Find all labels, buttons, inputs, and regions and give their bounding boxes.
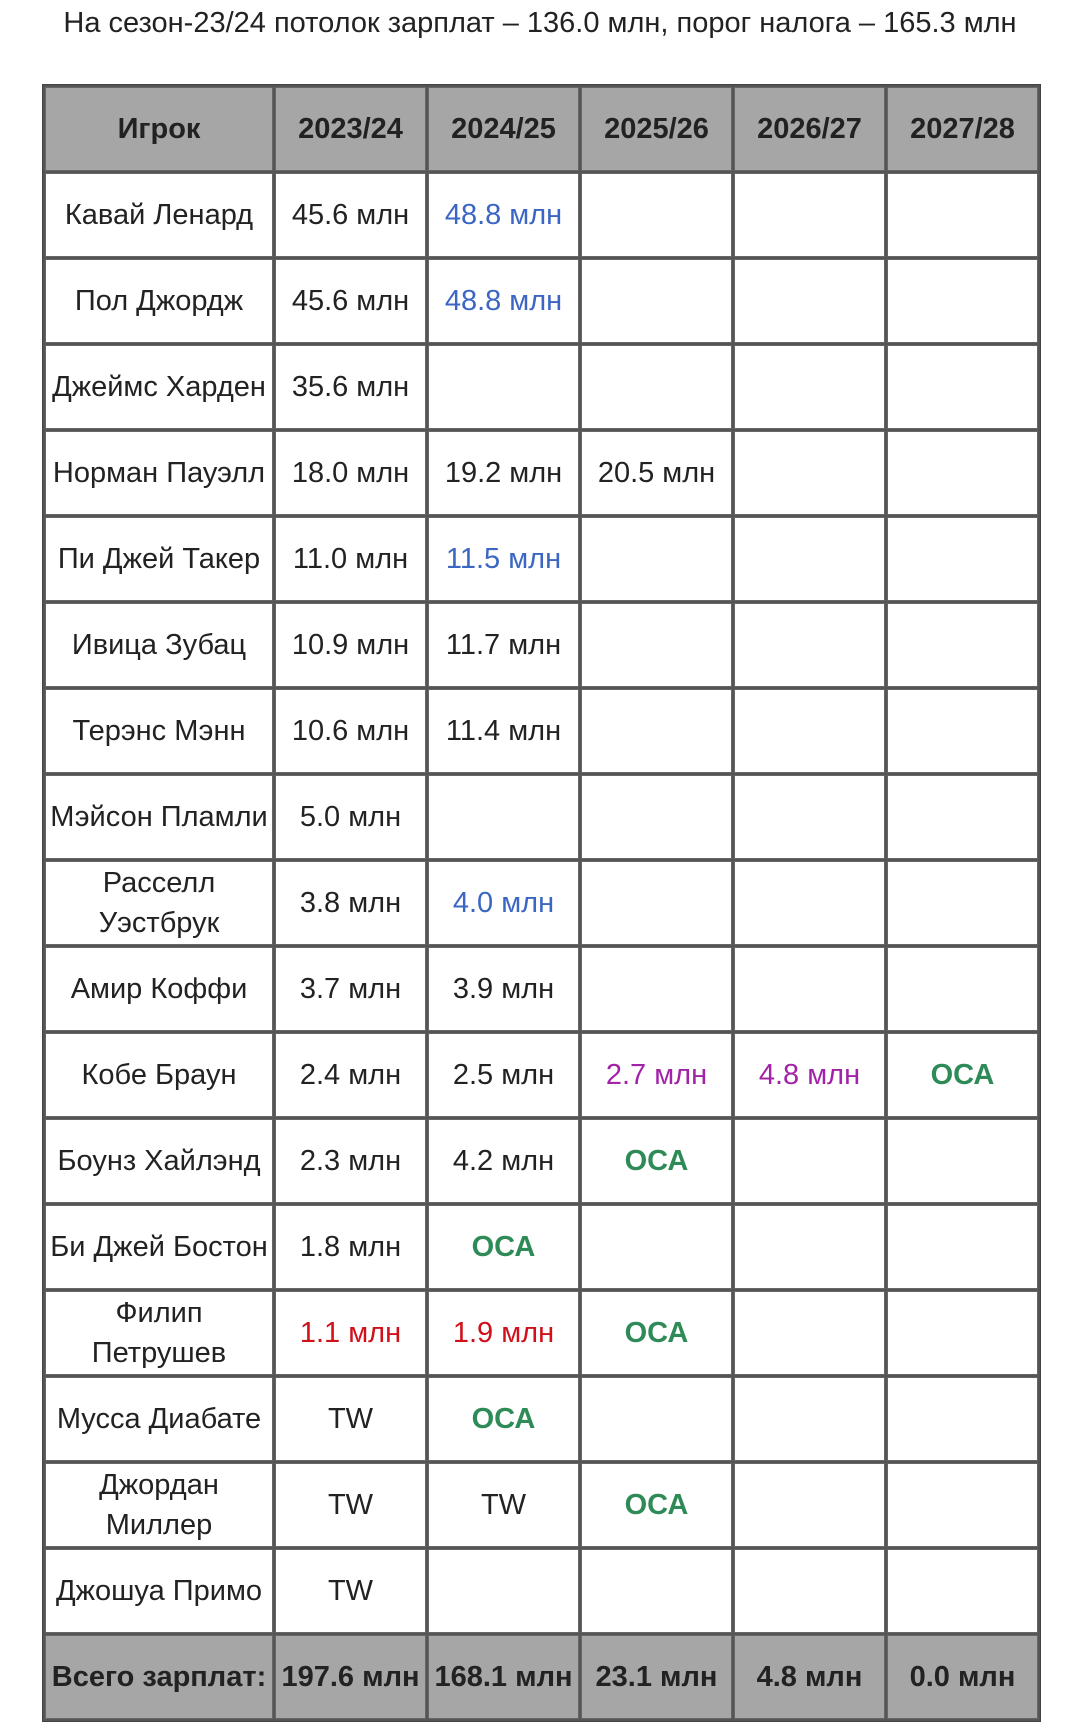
salary-cell: 11.0 млн: [275, 517, 426, 601]
table-row: [45, 1291, 1038, 1375]
table-row: [45, 1119, 1038, 1203]
salary-cell: ОСА: [428, 1205, 579, 1289]
total-value-cell: 23.1 млн: [581, 1635, 732, 1719]
salary-cell: 3.7 млн: [275, 947, 426, 1031]
total-value-cell: 197.6 млн: [275, 1635, 426, 1719]
header-season: 2026/27: [734, 87, 885, 171]
player-name-cell: Джордан Миллер: [45, 1463, 273, 1547]
salary-cell: [581, 345, 732, 429]
salary-cell: 19.2 млн: [428, 431, 579, 515]
table-row: [45, 947, 1038, 1031]
table-row: [45, 173, 1038, 257]
salary-cell: 45.6 млн: [275, 259, 426, 343]
header-season: 2025/26: [581, 87, 732, 171]
player-name-cell: Боунз Хайлэнд: [45, 1119, 273, 1203]
salary-cell: 35.6 млн: [275, 345, 426, 429]
table-row: [45, 861, 1038, 945]
salary-cell: [887, 259, 1038, 343]
salary-cell: [734, 1291, 885, 1375]
salary-cell: [428, 775, 579, 859]
salary-cell: [887, 775, 1038, 859]
salary-cell: [887, 861, 1038, 945]
table-row: [45, 689, 1038, 773]
salary-cell: [734, 1377, 885, 1461]
salary-cell: [887, 1549, 1038, 1633]
salary-cell: 3.9 млн: [428, 947, 579, 1031]
salary-cell: [887, 173, 1038, 257]
player-name-cell: Филип Петрушев: [45, 1291, 273, 1375]
salary-cell: 45.6 млн: [275, 173, 426, 257]
salary-cell: [581, 775, 732, 859]
salary-cell: [581, 947, 732, 1031]
total-value-cell: 4.8 млн: [734, 1635, 885, 1719]
player-name-cell: Джошуа Примо: [45, 1549, 273, 1633]
salary-cell: [887, 345, 1038, 429]
salary-cell: TW: [275, 1463, 426, 1547]
salary-cell: [887, 689, 1038, 773]
salary-cell: [734, 603, 885, 687]
salary-cell: [734, 1549, 885, 1633]
salary-cell: [581, 1205, 732, 1289]
salary-cell: [581, 861, 732, 945]
salary-cell: [734, 173, 885, 257]
total-row: [45, 1635, 1038, 1719]
salary-cell: [887, 1291, 1038, 1375]
total-value-cell: 0.0 млн: [887, 1635, 1038, 1719]
salary-cell: 1.1 млн: [275, 1291, 426, 1375]
player-name-cell: Мусса Диабате: [45, 1377, 273, 1461]
salary-cell: ОСА: [428, 1377, 579, 1461]
salary-cell: [734, 775, 885, 859]
salary-cell: [887, 947, 1038, 1031]
salary-cell: [887, 1377, 1038, 1461]
salary-cell: [887, 603, 1038, 687]
salary-cell: 11.4 млн: [428, 689, 579, 773]
player-name-cell: Амир Коффи: [45, 947, 273, 1031]
table-row: [45, 259, 1038, 343]
salary-cell: 4.8 млн: [734, 1033, 885, 1117]
player-name-cell: Кобе Браун: [45, 1033, 273, 1117]
salary-cell: 1.8 млн: [275, 1205, 426, 1289]
salary-cell: 10.9 млн: [275, 603, 426, 687]
salary-cell: [581, 517, 732, 601]
player-name-cell: Мэйсон Пламли: [45, 775, 273, 859]
table-header-row: [45, 87, 1038, 171]
salary-cell: [887, 1463, 1038, 1547]
salary-cell: [734, 689, 885, 773]
salary-cell: ОСА: [581, 1463, 732, 1547]
header-player: Игрок: [45, 87, 273, 171]
salary-cell: [581, 603, 732, 687]
salary-cell: [581, 173, 732, 257]
salary-cell: ОСА: [581, 1119, 732, 1203]
table-body: [45, 173, 1038, 1719]
salary-cell: 4.0 млн: [428, 861, 579, 945]
salary-cell: TW: [428, 1463, 579, 1547]
salary-cell: [428, 345, 579, 429]
salary-cell: [581, 1377, 732, 1461]
salary-cell: 48.8 млн: [428, 173, 579, 257]
salary-cell: 10.6 млн: [275, 689, 426, 773]
table-row: [45, 1205, 1038, 1289]
salary-cell: [887, 431, 1038, 515]
salary-cell: 18.0 млн: [275, 431, 426, 515]
table-row: [45, 603, 1038, 687]
player-name-cell: Терэнс Мэнн: [45, 689, 273, 773]
salary-cell: [734, 431, 885, 515]
salary-cell: TW: [275, 1549, 426, 1633]
table-row: [45, 775, 1038, 859]
header-season: 2024/25: [428, 87, 579, 171]
salary-cell: 1.9 млн: [428, 1291, 579, 1375]
table-caption: На сезон-23/24 потолок зарплат – 136.0 млн, порог налога – 165.3 млн: [63, 7, 1017, 39]
table-row: [45, 345, 1038, 429]
salary-cell: 11.7 млн: [428, 603, 579, 687]
salary-cell: [887, 517, 1038, 601]
salary-cell: [887, 1119, 1038, 1203]
salary-table: [42, 84, 1041, 1722]
salary-cell: [734, 345, 885, 429]
salary-cell: [581, 1549, 732, 1633]
total-label: Всего зарплат:: [45, 1635, 273, 1719]
table-row: [45, 1377, 1038, 1461]
total-value-cell: 168.1 млн: [428, 1635, 579, 1719]
header-season: 2027/28: [887, 87, 1038, 171]
table-row: [45, 1463, 1038, 1547]
salary-cell: 4.2 млн: [428, 1119, 579, 1203]
salary-cell: [734, 517, 885, 601]
player-name-cell: Ивица Зубац: [45, 603, 273, 687]
player-name-cell: Би Джей Бостон: [45, 1205, 273, 1289]
table-row: [45, 1549, 1038, 1633]
salary-cell: 2.4 млн: [275, 1033, 426, 1117]
salary-cell: [734, 1205, 885, 1289]
player-name-cell: Пи Джей Такер: [45, 517, 273, 601]
salary-cell: 3.8 млн: [275, 861, 426, 945]
player-name-cell: Кавай Ленард: [45, 173, 273, 257]
salary-cell: [734, 1119, 885, 1203]
salary-cell: 11.5 млн: [428, 517, 579, 601]
salary-cell: [734, 947, 885, 1031]
header-season: 2023/24: [275, 87, 426, 171]
player-name-cell: Джеймс Харден: [45, 345, 273, 429]
salary-cell: 20.5 млн: [581, 431, 732, 515]
salary-cell: 2.3 млн: [275, 1119, 426, 1203]
salary-cell: [581, 259, 732, 343]
salary-cell: [734, 861, 885, 945]
salary-cell: 48.8 млн: [428, 259, 579, 343]
salary-cell: [428, 1549, 579, 1633]
player-name-cell: Пол Джордж: [45, 259, 273, 343]
salary-table-container: [42, 84, 1041, 1722]
player-name-cell: Расселл Уэстбрук: [45, 861, 273, 945]
player-name-cell: Норман Пауэлл: [45, 431, 273, 515]
salary-cell: ОСА: [887, 1033, 1038, 1117]
table-row: [45, 517, 1038, 601]
salary-cell: [887, 1205, 1038, 1289]
salary-cell: TW: [275, 1377, 426, 1461]
salary-cell: 5.0 млн: [275, 775, 426, 859]
salary-cell: [734, 1463, 885, 1547]
table-row: [45, 1033, 1038, 1117]
salary-cell: [581, 689, 732, 773]
salary-cell: 2.7 млн: [581, 1033, 732, 1117]
salary-cell: 2.5 млн: [428, 1033, 579, 1117]
table-row: [45, 431, 1038, 515]
salary-cell: ОСА: [581, 1291, 732, 1375]
salary-cell: [734, 259, 885, 343]
